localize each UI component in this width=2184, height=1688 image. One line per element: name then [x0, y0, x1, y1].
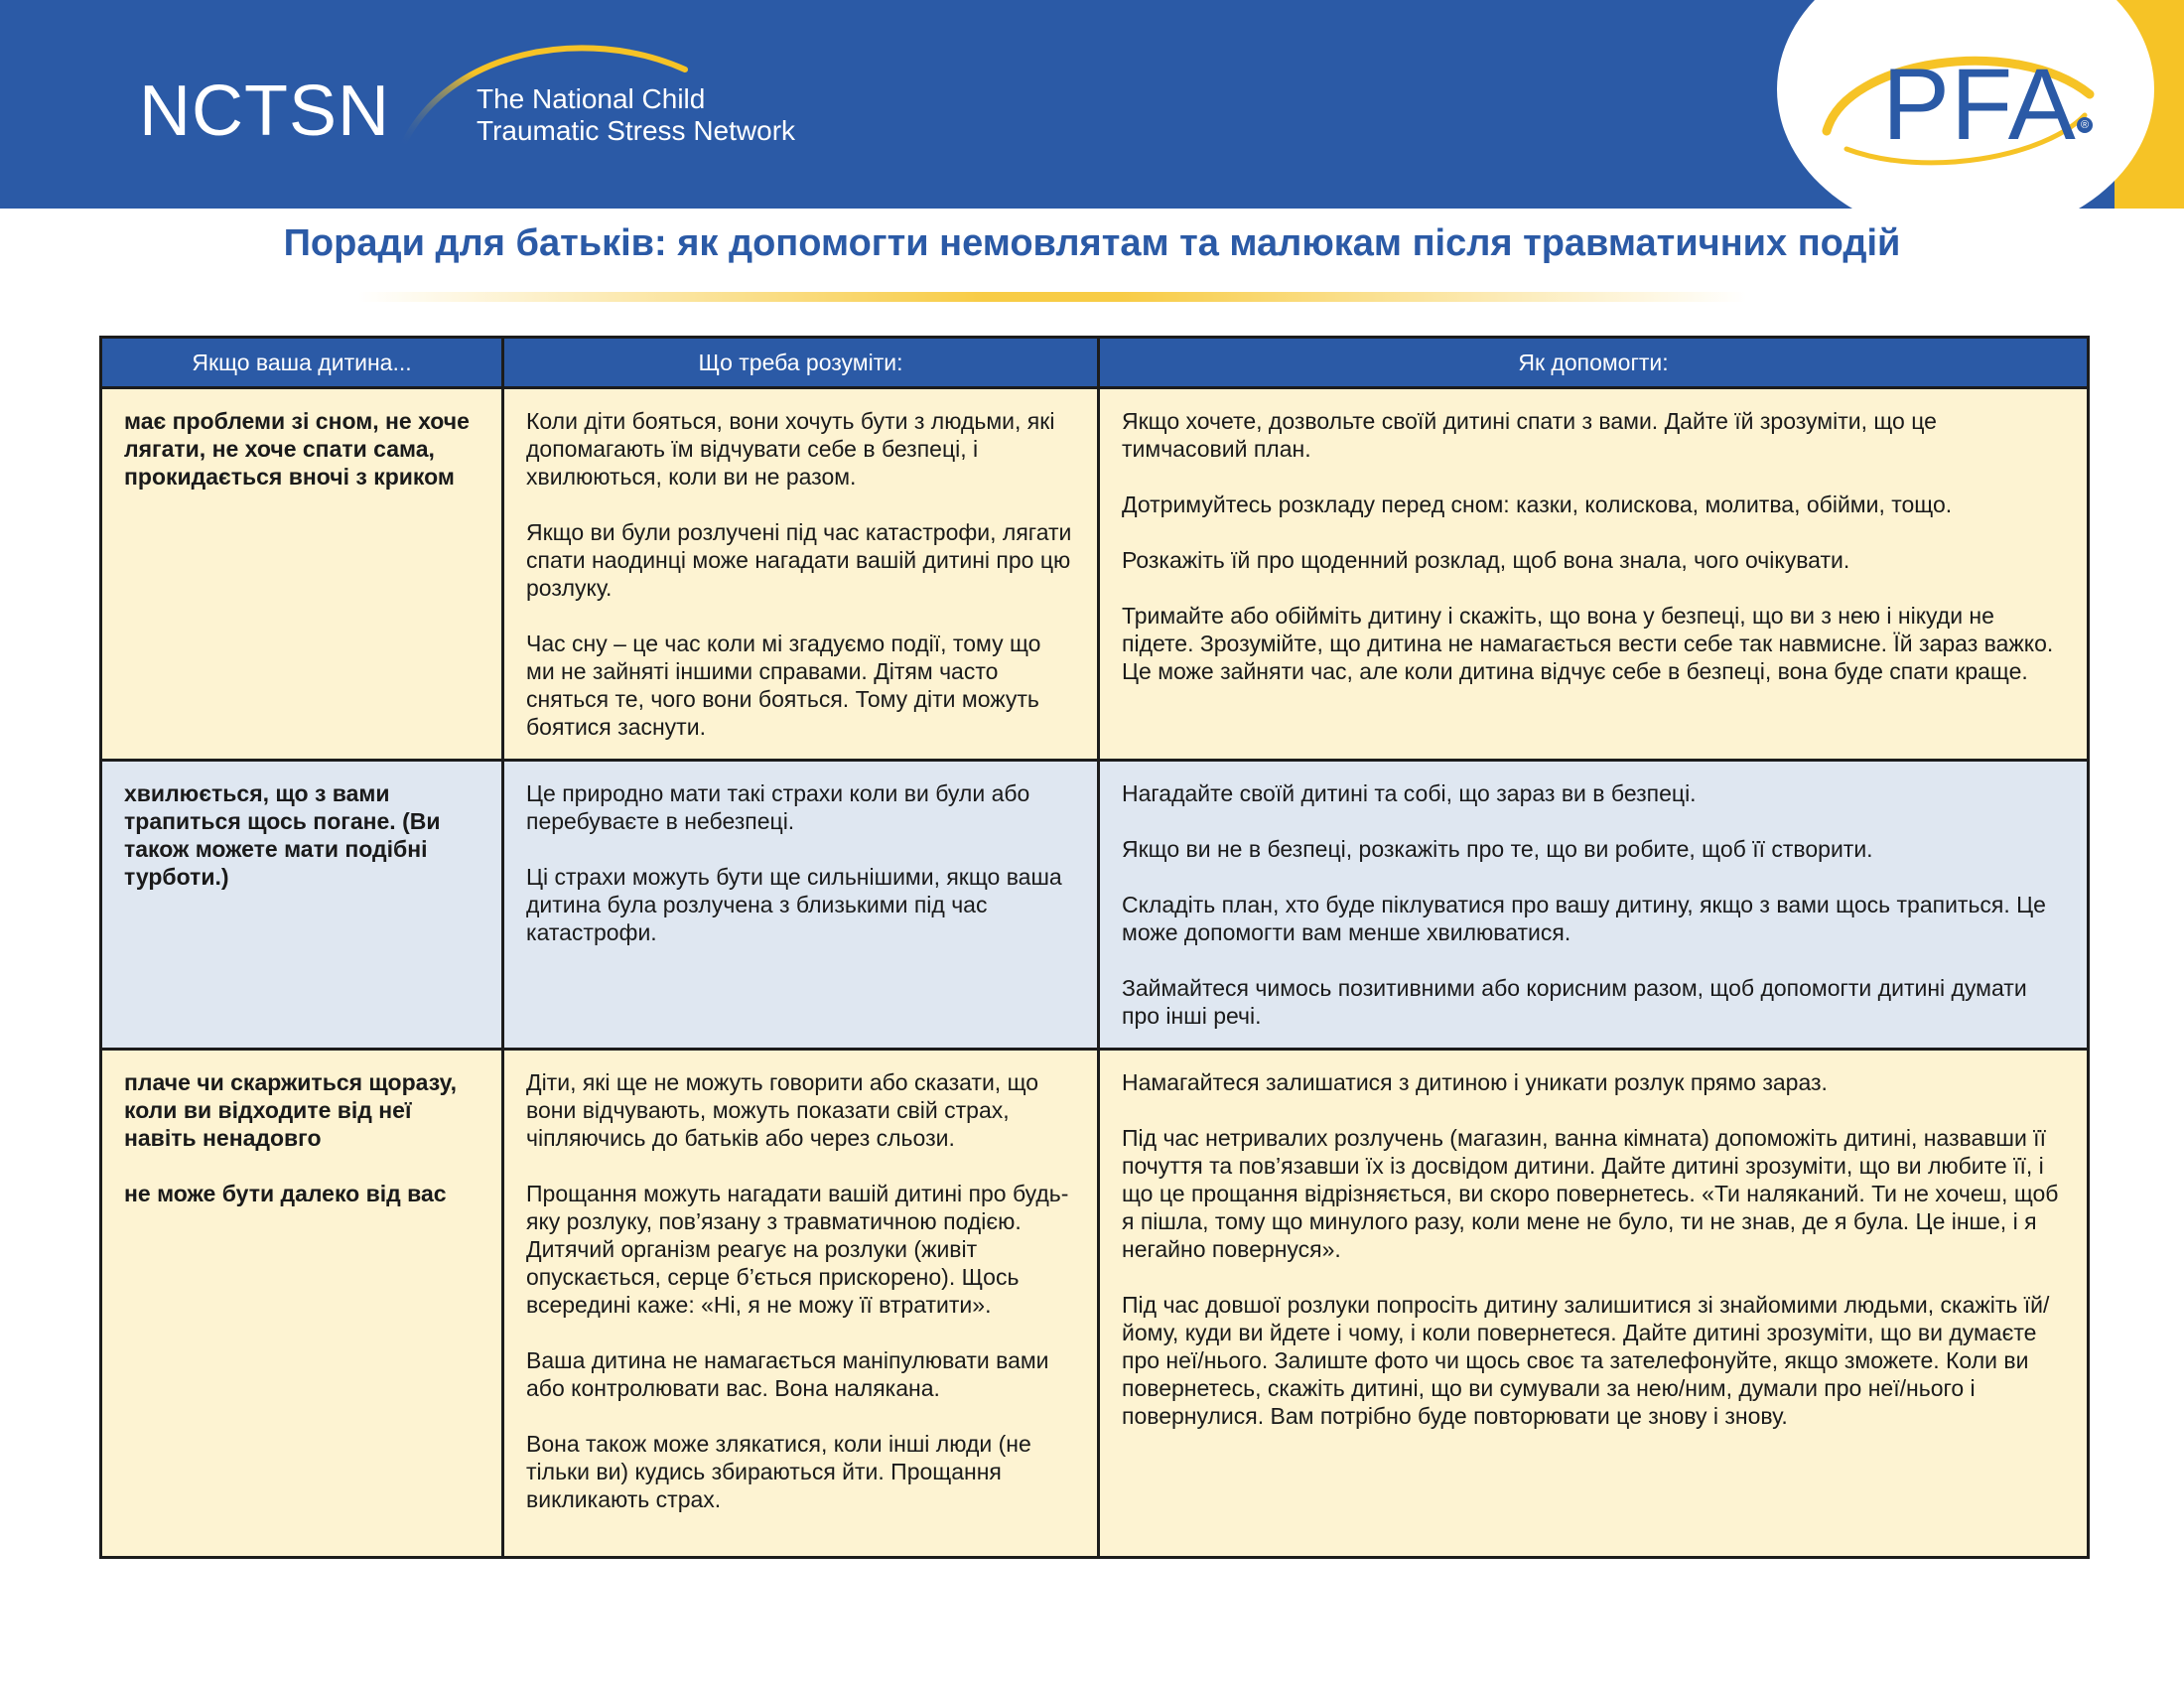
nctsn-logo: NCTSN	[139, 71, 390, 151]
table-row	[101, 761, 2089, 1050]
understand-paragraph: Вона також може злякатися, коли інші люди (не тільки ви) кудись збираються йти. Прощання викликають страх.	[526, 1431, 1031, 1512]
help-cell	[1099, 388, 2089, 761]
understand-paragraph: Ваша дитина не намагається маніпулювати вами або контролювати вас. Вона налякана.	[526, 1347, 1049, 1401]
condition-text: хвилюється, що з вами трапиться щось погане. (Ви також можете мати подібні турботи.)	[124, 780, 441, 890]
tips-table	[99, 336, 2090, 1559]
help-paragraph: Дотримуйтесь розкладу перед сном: казки, колискова, молитва, обійми, тощо.	[1122, 492, 1953, 517]
help-cell	[1099, 761, 2089, 1050]
help-paragraph: Під час нетривалих розлучень (магазин, ванна кімната) допоможіть дитині, назвавши її почуття та пов’язавши їх із досвідом дитини. Дайте дитині зрозуміти, що ви любите її, і що це прощання відрізняється, ви скоро повернетесь. «Ти наляканий. Ти не хочеш, щоб я пішла, тому що минулого разу, коли мене не було, ти не знав, де я була. Це інше, і я негайно повернуся».	[1122, 1125, 2059, 1262]
help-paragraph: Нагадайте своїй дитині та собі, що зараз ви в безпеці.	[1122, 780, 1697, 806]
title-underline	[357, 292, 1747, 302]
understand-paragraph: Коли діти бояться, вони хочуть бути з людьми, які допомагають їм відчувати себе в безпеці, і хвилюються, коли ви не разом.	[526, 408, 1055, 490]
column-header-understand: Що треба розуміти:	[503, 338, 1099, 388]
registered-mark: ®	[2077, 117, 2093, 133]
understand-paragraph: Якщо ви були розлучені під час катастрофи, лягати спати наодинці може нагадати вашій дитині про цю розлуку.	[526, 519, 1072, 601]
condition-cell	[101, 1050, 503, 1558]
column-header-condition: Якщо ваша дитина...	[101, 338, 503, 388]
nctsn-tagline-line1: The National Child	[477, 83, 706, 114]
table-row	[101, 1050, 2089, 1558]
understand-paragraph: Час сну – це час коли мі згадуємо події, тому що ми не зайняті іншими справами. Дітям часто сняться те, чого вони бояться. Тому діти можуть боятися заснути.	[526, 631, 1041, 740]
table-row	[101, 388, 2089, 761]
help-paragraph: Якщо хочете, дозвольте своїй дитині спати з вами. Дайте їй зрозуміти, що це тимчасовий план.	[1122, 408, 1937, 462]
understand-cell	[503, 761, 1099, 1050]
help-paragraph: Займайтеся чимось позитивними або корисним разом, щоб допомогти дитині думати про інші речі.	[1122, 975, 2027, 1029]
help-paragraph: Складіть план, хто буде піклуватися про вашу дитину, якщо з вами щось трапиться. Це може допомогти вам менше хвилюватися.	[1122, 892, 2046, 945]
condition-cell	[101, 761, 503, 1050]
help-paragraph: Намагайтеся залишатися з дитиною і уникати розлук прямо зараз.	[1122, 1069, 1828, 1095]
table-header-row	[101, 338, 2089, 388]
condition-text: не може бути далеко від вас	[124, 1181, 447, 1206]
help-paragraph: Тримайте або обійміть дитину і скажіть, що вона у безпеці, що ви з нею і нікуди не підете. Зрозумійте, що дитина не намагається вести себе так навмисне. Їй зараз важко. Це може зайняти час, але коли дитина відчує себе в безпеці, вона буде спати краще.	[1122, 603, 2054, 684]
understand-paragraph: Це природно мати такі страхи коли ви були або перебуваєте в небезпеці.	[526, 780, 1030, 834]
understand-cell	[503, 388, 1099, 761]
pfa-logo: PFA	[1882, 48, 2077, 161]
understand-cell	[503, 1050, 1099, 1558]
understand-paragraph: Прощання можуть нагадати вашій дитині про будь-яку розлуку, пов’язану з травматичною подією. Дитячий організм реагує на розлуки (живіт опускається, серце б’ється прискорено). Щось всередині каже: «Ні, я не можу її втратити».	[526, 1181, 1069, 1318]
nctsn-tagline-line2: Traumatic Stress Network	[477, 115, 796, 146]
understand-paragraph: Ці страхи можуть бути ще сильнішими, якщо ваша дитина була розлучена з близькими під час катастрофи.	[526, 864, 1062, 945]
help-cell	[1099, 1050, 2089, 1558]
understand-paragraph: Діти, які ще не можуть говорити або сказати, що вони відчувають, можуть показати свій страх, чіпляючись до батьків або через сльози.	[526, 1069, 1039, 1151]
condition-text: має проблеми зі сном, не хоче лягати, не хоче спати сама, прокидається вночі з криком	[124, 408, 470, 490]
help-paragraph: Під час довшої розлуки попросіть дитину залишитися зі знайомими людьми, скажіть їй/йому, куди ви йдете і чому, і коли повернетеся. Дайте дитині зрозуміти, що ви думаєте про неї/нього. Залиште фото чи щось своє та зателефонуйте, якщо зможете. Коли ви повернетесь, скажіть дитині, що ви сумували за нею/ним, думали про неї/нього і повернулися. Вам потрібно буде повторювати це знову і знову.	[1122, 1292, 2050, 1429]
condition-text: плаче чи скаржиться щоразу, коли ви відходите від неї навіть ненадовго	[124, 1069, 458, 1151]
column-header-help: Як допомогти:	[1099, 338, 2089, 388]
condition-cell	[101, 388, 503, 761]
page-title: Поради для батьків: як допомогти немовлятам та малюкам після травматичних подій	[283, 222, 1901, 264]
header-banner	[0, 0, 2184, 209]
nctsn-tagline	[477, 83, 795, 147]
help-paragraph: Якщо ви не в безпеці, розкажіть про те, що ви робите, щоб її створити.	[1122, 836, 1873, 862]
help-paragraph: Розкажіть їй про щоденний розклад, щоб вона знала, чого очікувати.	[1122, 547, 1850, 573]
